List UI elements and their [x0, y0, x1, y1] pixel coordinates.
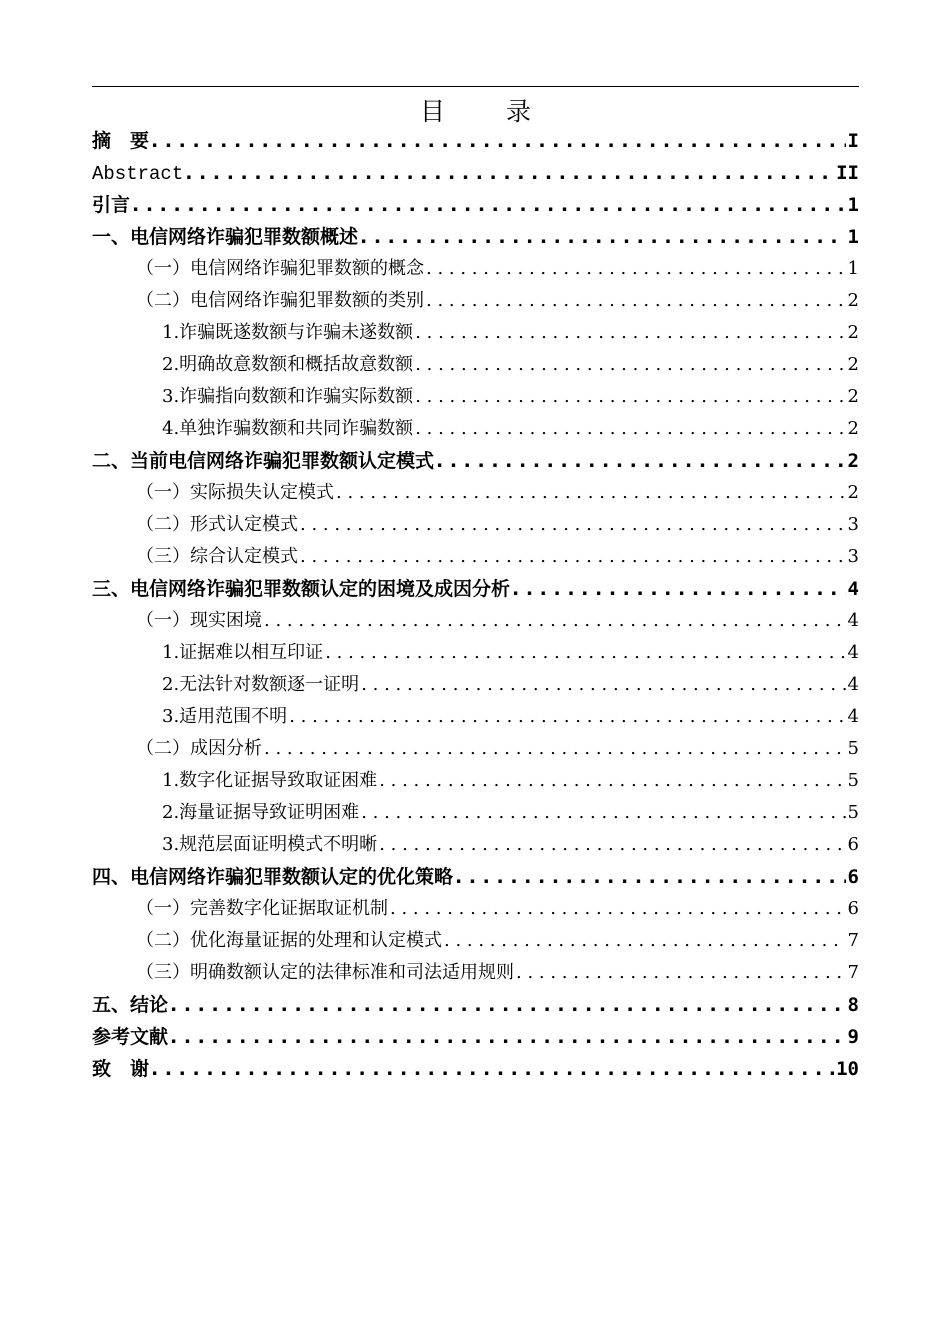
leader-dots: [151, 125, 846, 157]
toc-entry-label: （三）明确数额认定的法律标准和司法适用规则: [136, 962, 514, 983]
leader-dots: [512, 573, 846, 605]
toc-entry-4-2[interactable]: [92, 925, 859, 957]
toc-entry-abstract-cn[interactable]: [92, 125, 859, 157]
leader-dots: [415, 317, 845, 349]
toc-entry-page: 2: [847, 386, 859, 407]
toc-entry-page: 4: [847, 642, 859, 663]
toc-entry-page: 9: [847, 1026, 859, 1048]
leader-dots: [185, 157, 834, 189]
toc-entry-label: 二、当前电信网络诈骗犯罪数额认定模式: [92, 450, 435, 472]
toc-entry-label: 三、电信网络诈骗犯罪数额认定的困境及成因分析: [92, 578, 511, 600]
toc-entry-page: 2: [847, 322, 859, 343]
toc-entry-chapter-3[interactable]: [92, 573, 859, 605]
leader-dots: [361, 797, 845, 829]
toc-entry-label: 2.海量证据导致证明困难: [162, 802, 360, 823]
leader-dots: [455, 861, 846, 893]
toc-entry-1-1[interactable]: [92, 253, 859, 285]
toc-entry-label: 四、电信网络诈骗犯罪数额认定的优化策略: [92, 866, 454, 888]
leader-dots: [360, 221, 846, 253]
toc-entry-label: （二）优化海量证据的处理和认定模式: [136, 930, 442, 951]
toc-entry-label: Abstract: [92, 163, 184, 185]
toc-entry-page: 4: [847, 674, 859, 695]
toc-entry-page: 2: [847, 450, 859, 472]
toc-entry-chapter-4[interactable]: [92, 861, 859, 893]
toc-entry-page: 10: [836, 1058, 859, 1080]
toc-entry-page: 2: [847, 290, 859, 311]
toc-entry-2-1[interactable]: [92, 477, 859, 509]
toc-entry-page: 3: [847, 546, 859, 567]
toc-entry-chapter-1[interactable]: [92, 221, 859, 253]
leader-dots: [426, 285, 846, 317]
header-rule: [92, 86, 859, 87]
toc-entry-label: （三）综合认定模式: [136, 546, 298, 567]
toc-entry-abstract-en[interactable]: [92, 157, 859, 189]
toc-entry-1-2-3[interactable]: [92, 381, 859, 413]
toc-entry-label: 五、结论: [92, 994, 169, 1016]
toc-entry-label: 2.明确故意数额和概括故意数额: [162, 354, 414, 375]
leader-dots: [415, 381, 845, 413]
toc-entry-3-1[interactable]: [92, 605, 859, 637]
toc-entry-page: 5: [847, 770, 859, 791]
toc-entry-page: 6: [847, 834, 859, 855]
leader-dots: [264, 733, 846, 765]
toc-entry-page: 1: [847, 258, 859, 279]
leader-dots: [379, 765, 845, 797]
toc-entry-page: 1: [847, 194, 859, 216]
toc-entry-label: 1.诈骗既遂数额与诈骗未遂数额: [162, 322, 414, 343]
leader-dots: [289, 701, 845, 733]
toc-entry-page: 5: [847, 802, 859, 823]
toc-entry-label: （二）形式认定模式: [136, 514, 298, 535]
toc-entry-3-1-1[interactable]: [92, 637, 859, 669]
toc-entry-page: 6: [847, 866, 859, 888]
toc-entry-label: （一）现实困境: [136, 610, 262, 631]
toc-entry-chapter-5[interactable]: [92, 989, 859, 1021]
toc-title: 目 录: [419, 97, 549, 126]
toc-entry-label: （二）电信网络诈骗犯罪数额的类别: [136, 290, 424, 311]
table-of-contents: [92, 125, 859, 1085]
leader-dots: [170, 989, 846, 1021]
toc-entry-3-1-3[interactable]: [92, 701, 859, 733]
leader-dots: [325, 637, 845, 669]
toc-entry-page: II: [836, 162, 859, 184]
leader-dots: [426, 253, 846, 285]
toc-entry-page: 4: [847, 578, 859, 600]
toc-entry-label: 摘 要: [92, 130, 150, 152]
toc-entry-label: 2.无法针对数额逐一证明: [162, 674, 360, 695]
toc-entry-label: （一）实际损失认定模式: [136, 482, 334, 503]
toc-entry-page: 7: [847, 930, 859, 951]
leader-dots: [300, 541, 846, 573]
toc-entry-3-2-3[interactable]: [92, 829, 859, 861]
toc-entry-3-1-2[interactable]: [92, 669, 859, 701]
toc-entry-label: （一）完善数字化证据取证机制: [136, 898, 388, 919]
leader-dots: [436, 445, 846, 477]
toc-entry-page: 7: [847, 962, 859, 983]
toc-entry-2-3[interactable]: [92, 541, 859, 573]
toc-entry-label: 1.证据难以相互印证: [162, 642, 324, 663]
leader-dots: [444, 925, 846, 957]
toc-entry-references[interactable]: [92, 1021, 859, 1053]
toc-entry-1-2-4[interactable]: [92, 413, 859, 445]
leader-dots: [336, 477, 846, 509]
leader-dots: [264, 605, 846, 637]
leader-dots: [361, 669, 845, 701]
toc-entry-label: 致 谢: [92, 1058, 150, 1080]
toc-entry-page: 5: [847, 738, 859, 759]
toc-entry-page: 2: [847, 418, 859, 439]
leader-dots: [516, 957, 846, 989]
toc-entry-3-2-1[interactable]: [92, 765, 859, 797]
toc-entry-1-2[interactable]: [92, 285, 859, 317]
toc-entry-3-2[interactable]: [92, 733, 859, 765]
toc-entry-2-2[interactable]: [92, 509, 859, 541]
toc-entry-page: 4: [847, 610, 859, 631]
toc-entry-label: （二）成因分析: [136, 738, 262, 759]
toc-entry-label: 一、电信网络诈骗犯罪数额概述: [92, 226, 359, 248]
toc-entry-page: 4: [847, 706, 859, 727]
toc-entry-page: 8: [847, 994, 859, 1016]
toc-entry-page: 2: [847, 482, 859, 503]
leader-dots: [300, 509, 846, 541]
toc-entry-acknowledgements[interactable]: [92, 1053, 859, 1085]
toc-entry-page: 2: [847, 354, 859, 375]
leader-dots: [415, 413, 845, 445]
toc-entry-label: 引言: [92, 194, 131, 216]
leader-dots: [151, 1053, 834, 1085]
leader-dots: [132, 189, 846, 221]
toc-entry-chapter-2[interactable]: [92, 445, 859, 477]
leader-dots: [379, 829, 845, 861]
toc-entry-label: 3.规范层面证明模式不明晰: [162, 834, 378, 855]
toc-entry-page: 3: [847, 514, 859, 535]
toc-entry-page: I: [847, 130, 859, 152]
leader-dots: [415, 349, 845, 381]
toc-entry-1-2-1[interactable]: [92, 317, 859, 349]
toc-entry-3-2-2[interactable]: [92, 797, 859, 829]
toc-entry-4-1[interactable]: [92, 893, 859, 925]
toc-entry-label: 参考文献: [92, 1026, 169, 1048]
toc-entry-label: 1.数字化证据导致取证困难: [162, 770, 378, 791]
leader-dots: [170, 1021, 846, 1053]
toc-entry-label: 4.单独诈骗数额和共同诈骗数额: [162, 418, 414, 439]
toc-entry-label: 3.诈骗指向数额和诈骗实际数额: [162, 386, 414, 407]
toc-entry-page: 1: [847, 226, 859, 248]
toc-entry-label: （一）电信网络诈骗犯罪数额的概念: [136, 258, 424, 279]
leader-dots: [390, 893, 846, 925]
toc-entry-4-3[interactable]: [92, 957, 859, 989]
toc-entry-page: 6: [847, 898, 859, 919]
toc-entry-intro[interactable]: [92, 189, 859, 221]
toc-entry-label: 3.适用范围不明: [162, 706, 288, 727]
toc-entry-1-2-2[interactable]: [92, 349, 859, 381]
